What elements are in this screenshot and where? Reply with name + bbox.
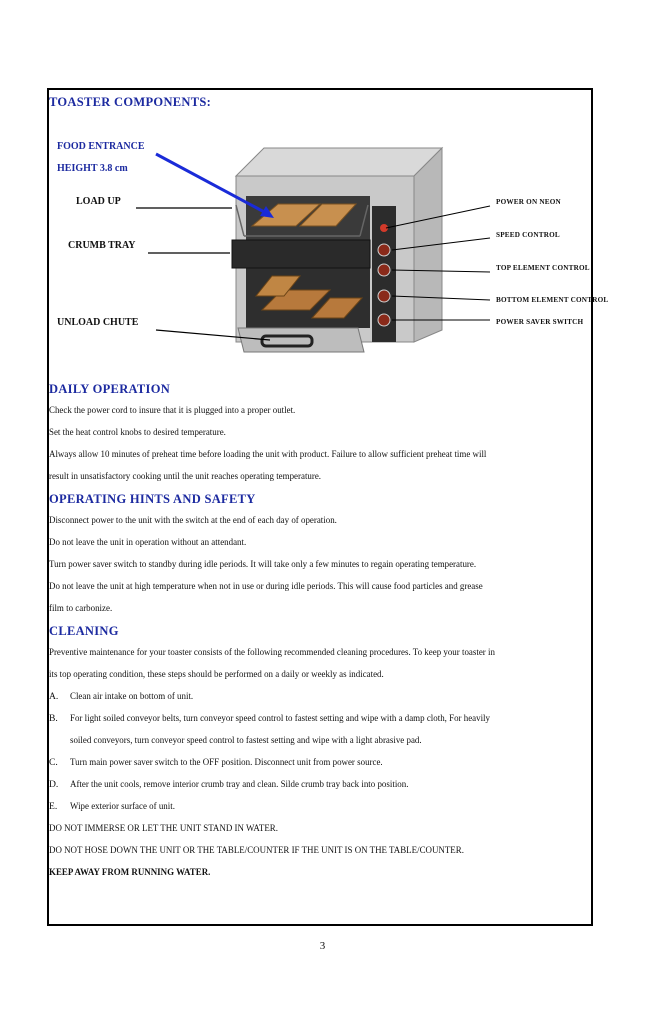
toaster-illustration xyxy=(0,0,645,370)
hints-line: Do not leave the unit at high temperature when not in use or during idle periods. This will cause food particles and grease xyxy=(49,581,483,592)
list-marker: C. xyxy=(49,757,58,768)
list-item: For light soiled conveyor belts, turn conveyor speed control to fastest setting and wipe with a damp cloth, For heavily xyxy=(70,713,491,724)
list-marker: E. xyxy=(49,801,58,812)
list-item: soiled conveyors, turn conveyor speed control to fastest setting and wipe with a light abrasive pad. xyxy=(70,735,422,746)
cleaning-intro-line: its top operating condition, these steps should be performed on a daily or weekly as indicated. xyxy=(49,669,384,680)
hints-line: Disconnect power to the unit with the switch at the end of each day of operation. xyxy=(49,515,337,526)
daily-line: result in unsatisfactory cooking until the unit reaches operating temperature. xyxy=(49,471,322,482)
hints-line: film to carbonize. xyxy=(49,603,113,614)
hints-heading: OPERATING HINTS AND SAFETY xyxy=(49,492,256,506)
list-marker: D. xyxy=(49,779,59,790)
list-item: Wipe exterior surface of unit. xyxy=(70,801,175,812)
hints-line: Turn power saver switch to standby during idle periods. It will take only a few minutes to regain operating temperature. xyxy=(49,559,477,570)
daily-operation-heading: DAILY OPERATION xyxy=(49,382,171,396)
cleaning-heading: CLEANING xyxy=(49,624,119,638)
cleaning-intro-line: Preventive maintenance for your toaster consists of the following recommended cleaning procedures. To keep your toaster in xyxy=(49,647,495,658)
power-on-neon-label: POWER ON NEON xyxy=(496,198,561,206)
list-item: After the unit cools, remove interior crumb tray and clean. Silde crumb tray back into position. xyxy=(70,779,409,790)
components-heading: TOASTER COMPONENTS: xyxy=(49,95,212,109)
top-element-control-label: TOP ELEMENT CONTROL xyxy=(496,264,590,272)
daily-line: Always allow 10 minutes of preheat time before loading the unit with product. Failure to allow sufficient preheat time will xyxy=(49,449,487,460)
crumb-tray-label: CRUMB TRAY xyxy=(68,240,136,251)
hints-line: Do not leave the unit in operation without an attendant. xyxy=(49,537,247,548)
list-marker: A. xyxy=(49,691,59,702)
food-entrance-height-label: HEIGHT 3.8 cm xyxy=(57,163,128,174)
daily-line: Check the power cord to insure that it is plugged into a proper outlet. xyxy=(49,405,296,416)
daily-line: Set the heat control knobs to desired temperature. xyxy=(49,427,226,438)
list-marker: B. xyxy=(49,713,58,724)
unload-chute-label: UNLOAD CHUTE xyxy=(57,317,139,328)
list-item: Clean air intake on bottom of unit. xyxy=(70,691,194,702)
page-number: 3 xyxy=(319,940,326,952)
list-item: Turn main power saver switch to the OFF position. Disconnect unit from power source. xyxy=(70,757,383,768)
warning-line: DO NOT HOSE DOWN THE UNIT OR THE TABLE/COUNTER IF THE UNIT IS ON THE TABLE/COUNTER. xyxy=(49,845,464,856)
food-entrance-label: FOOD ENTRANCE xyxy=(57,141,145,152)
warning-line: DO NOT IMMERSE OR LET THE UNIT STAND IN WATER. xyxy=(49,823,278,834)
speed-control-label: SPEED CONTROL xyxy=(496,231,560,239)
load-up-label: LOAD UP xyxy=(76,196,121,207)
power-saver-switch-label: POWER SAVER SWITCH xyxy=(496,318,584,326)
bottom-element-control-label: BOTTOM ELEMENT CONTROL xyxy=(496,296,609,304)
warning-line-bold: KEEP AWAY FROM RUNNING WATER. xyxy=(49,867,211,878)
